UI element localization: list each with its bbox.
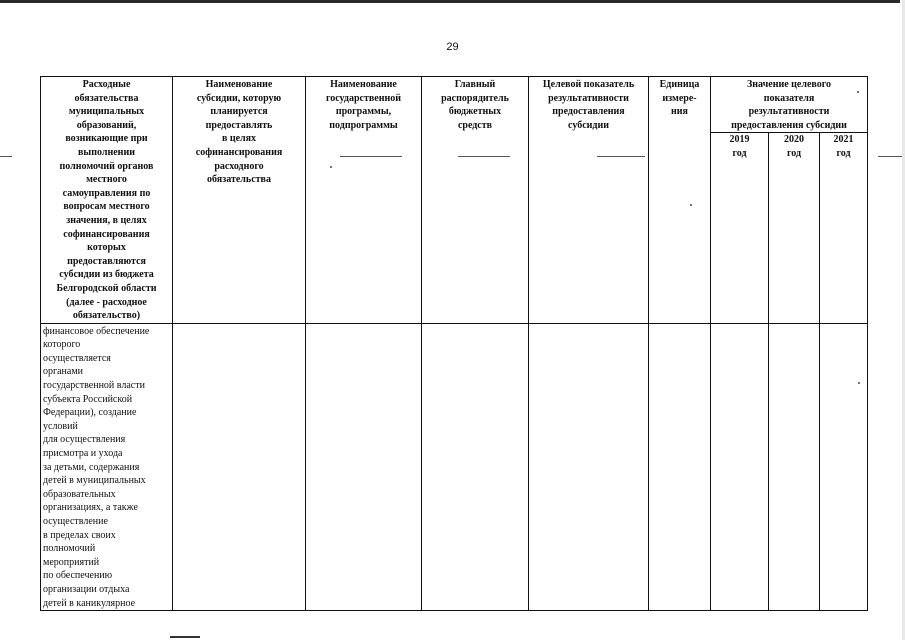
year-unit: год [836, 148, 851, 160]
cell-empty [769, 323, 820, 610]
scan-artifact [597, 156, 645, 157]
year-unit: год [732, 148, 747, 160]
cell-expense-obligation-text: финансовое обеспечение которого осуществляется органами государственной власти субъекта Российской Федерации), создание условий для осуществления присмотра и ухода за детьми, содержания детей в муниципальных образовательных организациях, а также осуществление в пределах своих полномочий мероприятий по обеспечению организации отдыха детей в каникулярное [41, 323, 173, 610]
cell-empty [422, 323, 529, 610]
cell-empty [306, 323, 422, 610]
year-label: 2020 [784, 134, 804, 146]
page-number: 29 [446, 41, 459, 53]
cell-empty [649, 323, 711, 610]
subsidy-table [40, 76, 868, 611]
header-year-2020 [769, 133, 820, 323]
header-indicator-value: Значение целевого показателя результативности предоставления субсидии [711, 77, 868, 133]
scan-artifact [878, 156, 902, 157]
year-label: 2021 [833, 134, 854, 146]
header-year-2019 [711, 133, 769, 323]
scan-artifact [330, 166, 332, 168]
header-budget-manager: Главный распорядитель бюджетных средств [422, 77, 529, 324]
year-label: 2019 [729, 134, 750, 146]
header-unit: Единица измере- ния [649, 77, 711, 324]
year-unit: год [786, 148, 802, 160]
cell-empty [711, 323, 769, 610]
cell-empty [529, 323, 649, 610]
scan-artifact [458, 156, 510, 157]
table-row [41, 323, 868, 610]
cell-empty [173, 323, 306, 610]
scan-artifact [690, 204, 692, 206]
scan-mark-bottom [170, 636, 200, 638]
header-year-2021 [820, 133, 868, 323]
cell-empty [820, 323, 868, 610]
header-program-name: Наименование государственной программы, подпрограммы [306, 77, 422, 324]
scan-artifact [0, 156, 12, 157]
header-expense-obligations: Расходные обязательства муниципальных образований, возникающие при выполнении полномочий органов местного самоуправления по вопросам местного значения, в целях софинансирования которых предоставляются субсидии из бюджета Белгородской области (далее - расходное обязательство) [41, 77, 173, 324]
scan-edge-top [0, 0, 900, 3]
scan-artifact [858, 382, 860, 384]
header-target-indicator: Целевой показатель результативности предоставления субсидии [529, 77, 649, 324]
header-subsidy-name: Наименование субсидии, которую планируется предоставлять в целях софинансирования расходного обязательства [173, 77, 306, 324]
scan-artifact [857, 91, 859, 93]
header-row-top [41, 77, 868, 133]
scan-artifact [340, 156, 402, 157]
